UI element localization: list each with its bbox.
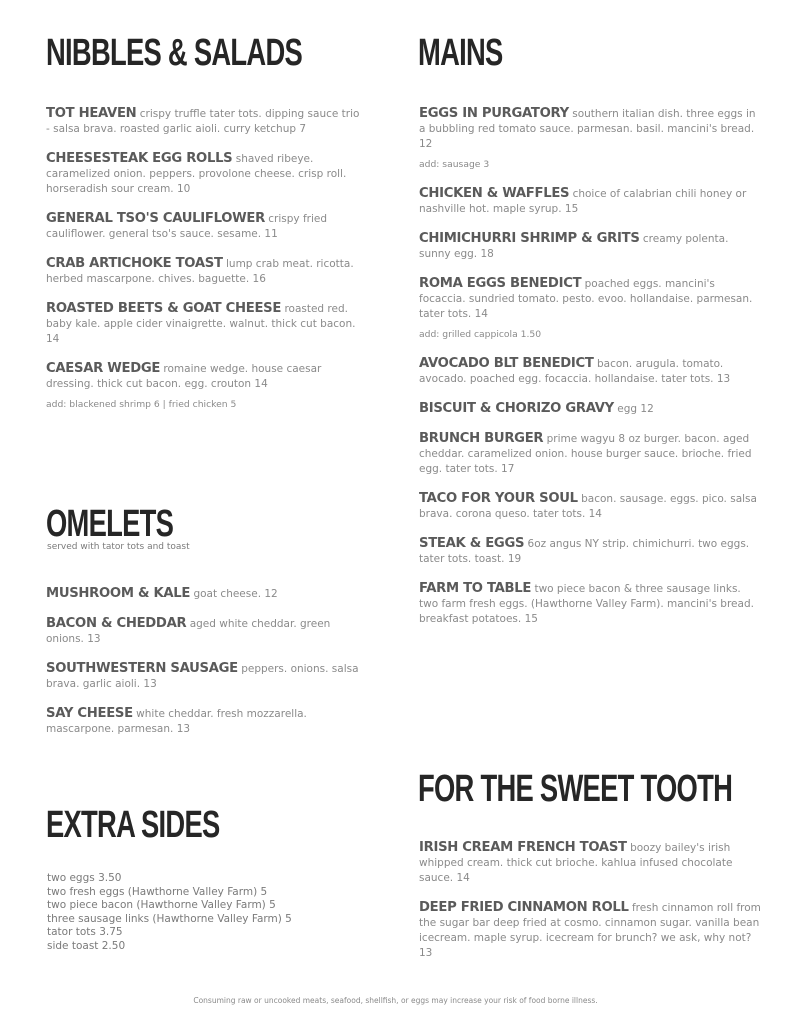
nibbles-list: [46, 106, 366, 426]
item-name: BISCUIT & CHORIZO GRAVY: [419, 401, 614, 416]
item-name: SAY CHEESE: [46, 706, 133, 721]
omelets-note: served with tator tots and toast: [47, 542, 190, 552]
item-name: CHICKEN & WAFFLES: [419, 186, 570, 201]
item-name: TACO FOR YOUR SOUL: [419, 491, 578, 506]
menu-item: [419, 231, 759, 262]
item-desc: fresh cinnamon roll from the sugar bar deep fried at cosmo. cinnamon sugar. vanilla bean icecream. maple syrup. icecream for brunch? we ask, why not? 13: [419, 902, 761, 959]
menu-item: [46, 616, 366, 647]
item-addon: add: grilled cappicola 1.50: [419, 329, 542, 340]
menu-item: [419, 431, 759, 477]
item-name: FARM TO TABLE: [419, 581, 532, 596]
menu-item: [46, 661, 366, 692]
item-name: GENERAL TSO'S CAULIFLOWER: [46, 211, 265, 226]
menu-item: [419, 276, 759, 322]
menu-item: [419, 840, 764, 886]
menu-item: [419, 356, 759, 387]
item-desc: peppers. onions. salsa brava. garlic aioli. 13: [46, 663, 359, 690]
item-name: DEEP FRIED CINNAMON ROLL: [419, 900, 629, 915]
food-safety-disclaimer: Consuming raw or uncooked meats, seafood, shellfish, or eggs may increase your risk of food borne illness.: [193, 996, 598, 1005]
item-desc: creamy polenta. sunny egg. 18: [419, 233, 729, 260]
side-item: side toast 2.50: [47, 939, 126, 952]
item-name: ROMA EGGS BENEDICT: [419, 276, 582, 291]
section-title-extra-sides: EXTRA SIDES: [46, 804, 220, 846]
menu-item: [419, 491, 759, 522]
item-desc: bacon. arugula. tomato. avocado. poached egg. focaccia. hollandaise. tater tots. 13: [419, 358, 731, 385]
menu-item: [46, 706, 366, 737]
item-addon: add: blackened shrimp 6 | fried chicken 5: [46, 399, 237, 410]
item-desc: boozy bailey's irish whipped cream. thick cut brioche. kahlua infused chocolate sauce. 14: [419, 842, 733, 884]
item-desc: lump crab meat. ricotta. herbed mascarpone. chives. baguette. 16: [46, 258, 354, 285]
item-name: TOT HEAVEN: [46, 106, 137, 121]
menu-item: [419, 581, 759, 627]
side-item: two eggs 3.50: [47, 872, 122, 884]
item-addon: add: sausage 3: [419, 159, 490, 170]
item-name: AVOCADO BLT BENEDICT: [419, 356, 594, 371]
sides-list: [47, 872, 292, 954]
item-desc: aged white cheddar. green onions. 13: [46, 618, 331, 645]
item-name: IRISH CREAM FRENCH TOAST: [419, 840, 627, 855]
item-desc: prime wagyu 8 oz burger. bacon. aged cheddar. caramelized onion. house burger sauce. brioche. fried egg. tater tots. 17: [419, 433, 752, 475]
menu-item: [419, 900, 764, 961]
menu-item: [46, 256, 366, 287]
side-item: two fresh eggs (Hawthorne Valley Farm) 5: [47, 885, 268, 898]
section-title-nibbles: NIBBLES & SALADS: [46, 32, 303, 74]
menu-item: [46, 106, 366, 137]
menu-item: [46, 586, 366, 602]
item-desc: bacon. sausage. eggs. pico. salsa brava. corona queso. tater tots. 14: [419, 493, 757, 520]
item-desc: poached eggs. mancini's focaccia. sundried tomato. pesto. evoo. hollandaise. parmesan. tater tots. 14: [419, 278, 753, 320]
item-desc: crispy truffle tater tots. dipping sauce trio - salsa brava. roasted garlic aioli. curry ketchup 7: [46, 108, 360, 135]
mains-list: [419, 106, 759, 641]
menu-item: [46, 361, 366, 392]
menu-item: [419, 186, 759, 217]
item-desc: 6oz angus NY strip. chimichurri. two eggs. tater tots. toast. 19: [419, 538, 750, 565]
item-desc: crispy fried cauliflower. general tso's sauce. sesame. 11: [46, 213, 328, 240]
item-name: CRAB ARTICHOKE TOAST: [46, 256, 223, 271]
section-title-mains: MAINS: [418, 32, 503, 74]
item-desc: two piece bacon & three sausage links. two farm fresh eggs. (Hawthorne Valley Farm). mancini's bread. breakfast potatoes. 15: [419, 583, 754, 625]
item-desc: shaved ribeye. caramelized onion. peppers. provolone cheese. crisp roll. horseradish sour cream. 10: [46, 153, 347, 195]
menu-item: [46, 151, 366, 197]
item-desc: egg 12: [617, 403, 654, 415]
menu-item: [46, 301, 366, 347]
item-name: MUSHROOM & KALE: [46, 586, 191, 601]
item-desc: white cheddar. fresh mozzarella. mascarpone. parmesan. 13: [46, 708, 307, 735]
item-name: CHEESESTEAK EGG ROLLS: [46, 151, 233, 166]
item-desc: romaine wedge. house caesar dressing. thick cut bacon. egg. crouton 14: [46, 363, 322, 390]
item-name: BRUNCH BURGER: [419, 431, 544, 446]
item-desc: choice of calabrian chili honey or nashville hot. maple syrup. 15: [419, 188, 747, 215]
item-desc: southern italian dish. three eggs in a bubbling red tomato sauce. parmesan. basil. mancini's bread. 12: [419, 108, 756, 150]
item-name: SOUTHWESTERN SAUSAGE: [46, 661, 238, 676]
item-name: CAESAR WEDGE: [46, 361, 161, 376]
menu-item: [419, 536, 759, 567]
menu-item: [419, 106, 759, 152]
item-desc: goat cheese. 12: [193, 588, 278, 600]
item-name: CHIMICHURRI SHRIMP & GRITS: [419, 231, 640, 246]
item-desc: roasted red. baby kale. apple cider vinaigrette. walnut. thick cut bacon. 14: [46, 303, 356, 345]
section-title-omelets: OMELETS: [46, 503, 174, 545]
sweet-list: [419, 840, 764, 975]
side-item: tator tots 3.75: [47, 926, 123, 939]
section-title-sweet-tooth: FOR THE SWEET TOOTH: [418, 768, 733, 810]
item-name: STEAK & EGGS: [419, 536, 525, 551]
omelets-list: [46, 586, 366, 751]
item-name: EGGS IN PURGATORY: [419, 106, 569, 121]
menu-item: [419, 401, 759, 417]
item-name: BACON & CHEDDAR: [46, 616, 187, 631]
menu-item: [46, 211, 366, 242]
item-name: ROASTED BEETS & GOAT CHEESE: [46, 301, 282, 316]
side-item: two piece bacon (Hawthorne Valley Farm) 5: [47, 899, 276, 912]
side-item: three sausage links (Hawthorne Valley Farm) 5: [47, 912, 292, 925]
